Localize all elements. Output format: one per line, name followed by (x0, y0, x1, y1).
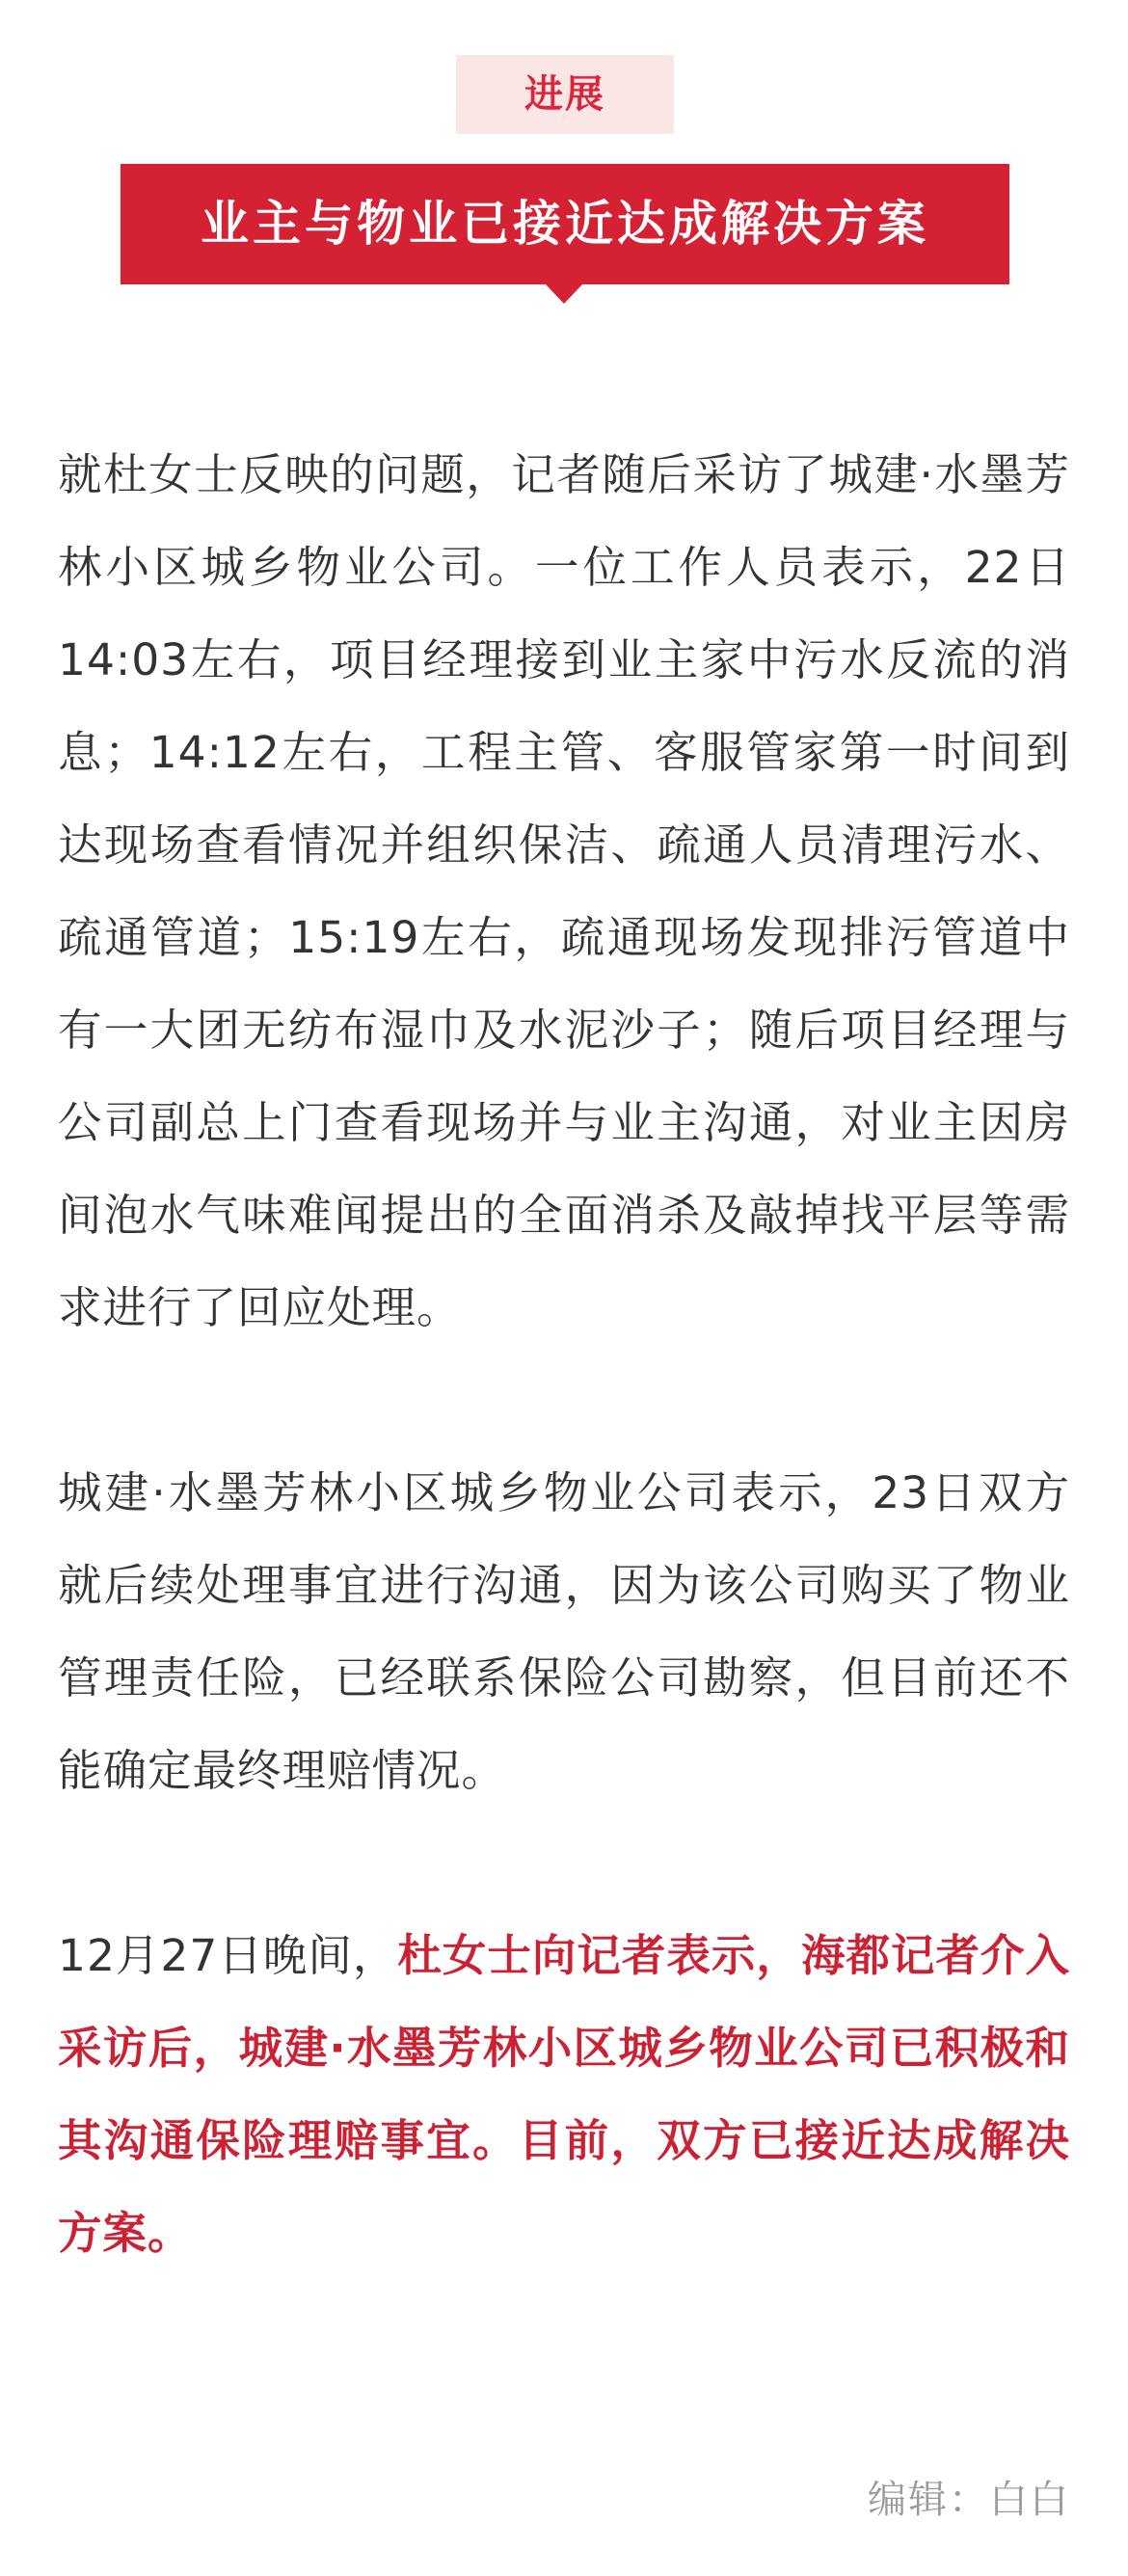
section-tag: 进展 (456, 55, 674, 134)
paragraph-3-date: 12月27日晚间， (58, 1930, 398, 1981)
paragraph-3-highlight: 杜女士向记者表示，海都记者介入采访后，城建·水墨芳林小区城乡物业公司已积极和其沟通保险理赔事宜。目前，双方已接近达成解决方案。 (58, 1930, 1070, 2259)
editor-credit (868, 2471, 1070, 2529)
editor-label: 编辑： (868, 2478, 989, 2522)
paragraph-2: 城建·水墨芳林小区城乡物业公司表示，23日双方就后续处理事宜进行沟通，因为该公司购买了物业管理责任险，已经联系保险公司勘察，但目前还不能确定最终理赔情况。 (58, 1467, 1070, 1796)
editor-name: 白白 (989, 2478, 1070, 2522)
banner-pointer (546, 284, 582, 304)
paragraph-1: 就杜女士反映的问题，记者随后采访了城建·水墨芳林小区城乡物业公司。一位工作人员表示，22日14:03左右，项目经理接到业主家中污水反流的消息；14:12左右，工程主管、客服管家第一时间到达现场查看情况并组织保洁、疏通人员清理污水、疏通管道；15:19左右，疏通现场发现排污管道中有一大团无纺布湿巾及水泥沙子；随后项目经理与公司副总上门查看现场并与业主沟通，对业主因房间泡水气味难闻提出的全面消杀及敲掉找平层等需求进行了回应处理。 (58, 449, 1070, 1333)
paragraph-3 (58, 1910, 1070, 2280)
headline-banner: 业主与物业已接近达成解决方案 (121, 164, 1009, 284)
article-body (58, 429, 1070, 2280)
